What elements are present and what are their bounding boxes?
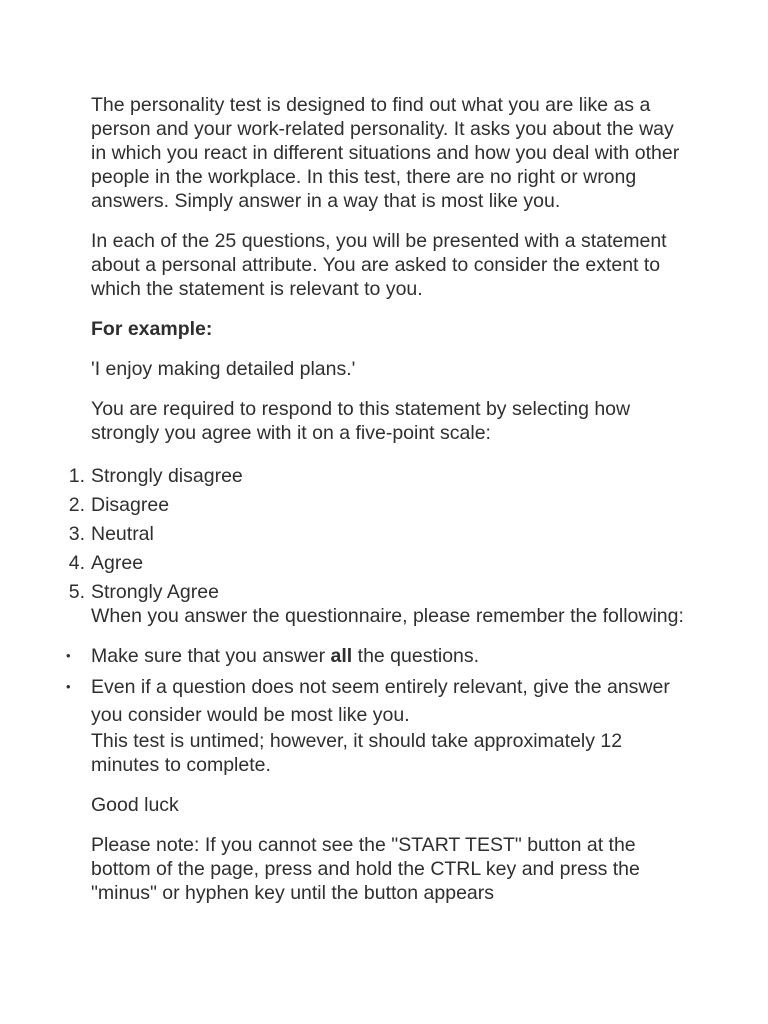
example-statement: 'I enjoy making detailed plans.'	[91, 358, 356, 380]
reminder-list	[91, 644, 691, 729]
scale-item-agree: Agree	[91, 552, 144, 574]
intro-paragraph-2: In each of the 25 questions, you will be presented with a statement about a personal attribute. You are asked to consider the extent to which the statement is relevant to you.	[91, 230, 667, 300]
remember-intro: When you answer the questionnaire, please remember the following:	[91, 605, 684, 627]
scale-item-neutral: Neutral	[91, 523, 154, 545]
reminder-relevance: • Even if a question does not seem entirely relevant, give the answer you consider would be most like you.	[91, 673, 691, 729]
reminder-answer-all-text-1: Make sure that you answer	[91, 645, 331, 667]
good-luck-text: Good luck	[91, 794, 179, 816]
scale-item-strongly-disagree: Strongly disagree	[91, 465, 243, 487]
scale-item-disagree: Disagree	[91, 494, 170, 516]
instructions-document	[91, 93, 691, 921]
agreement-scale-list	[91, 464, 691, 604]
zoom-note: Please note: If you cannot see the "START TEST" button at the bottom of the page, press and hold the CTRL key and press the "minus" or hyphen key until the button appears	[91, 834, 640, 904]
scale-item-strongly-agree: Strongly Agree	[91, 581, 219, 603]
example-instruction: You are required to respond to this statement by selecting how strongly you agree with it on a five-point scale:	[91, 398, 631, 444]
example-heading: For example:	[91, 318, 213, 340]
timing-note: This test is untimed; however, it should take approximately 12 minutes to complete.	[91, 730, 623, 776]
reminder-answer-all	[91, 644, 691, 668]
reminder-answer-all-text-2: the questions.	[352, 645, 480, 667]
intro-paragraph-1: The personality test is designed to find out what you are like as a person and your work-related personality. It asks you about the way in which you react in different situations and how you deal with other people in the workplace. In this test, there are no right or wrong answers. Simply answer in a way that is most like you.	[91, 94, 680, 212]
reminder-answer-all-emphasis: all	[330, 645, 353, 667]
